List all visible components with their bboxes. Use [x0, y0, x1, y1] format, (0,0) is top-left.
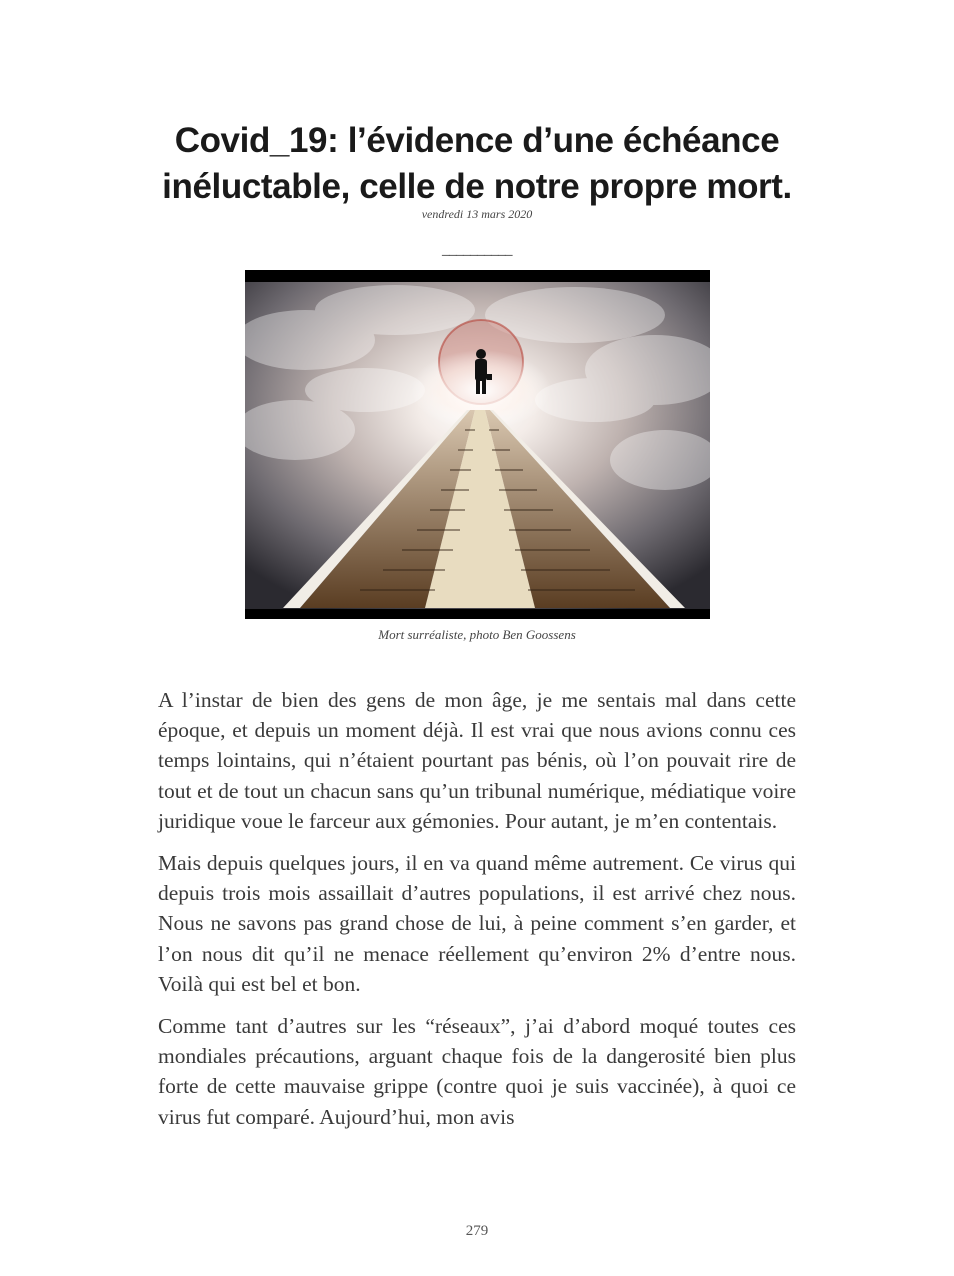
article-title	[120, 118, 834, 210]
paragraph-3: Comme tant d’autres sur les “réseaux”, j’ai d’abord moqué toutes ces mondiales précautions, arguant chaque fois de la dangerosité bien plus forte de cette mauvaise grippe (contre quoi je suis vaccinée), à quoi ce virus fut comparé. Aujourd’hui, mon avis	[158, 1014, 796, 1129]
title-line-2: inéluctable, celle de notre propre mort.	[162, 167, 792, 206]
surreal-photo	[245, 270, 710, 619]
escalator-to-sky-illustration	[245, 270, 710, 619]
paragraph-2: Mais depuis quelques jours, il en va quand même autrement. Ce virus qui depuis trois mois assaillait d’autres populations, il est arrivé chez nous. Nous ne savons pas grand chose de lui, à peine comment s’en garder, et l’on nous dit qu’il ne menace réellement qu’environ 2% d’entre nous. Voilà qui est bel et bon.	[158, 851, 796, 996]
title-line-1: Covid_19: l’évidence d’une échéance	[174, 121, 780, 160]
paragraph-1: A l’instar de bien des gens de mon âge, je me sentais mal dans cette époque, et depuis un moment déjà. Il est vrai que nous avions connu ces temps lointains, qui n’étaient pourtant pas bénis, où l’on pouvait rire de tout et de tout un chacun sans qu’un tribunal numérique, médiatique voire juridique voue le farceur aux gémonies. Pour autant, je m’en contentais.	[158, 688, 796, 833]
article-body	[158, 685, 796, 1144]
article-date: vendredi 13 mars 2020	[421, 207, 533, 221]
separator-line: __________	[442, 242, 512, 258]
photo-caption: Mort surréaliste, photo Ben Goossens	[378, 627, 576, 642]
page-number: 279	[465, 1223, 489, 1239]
